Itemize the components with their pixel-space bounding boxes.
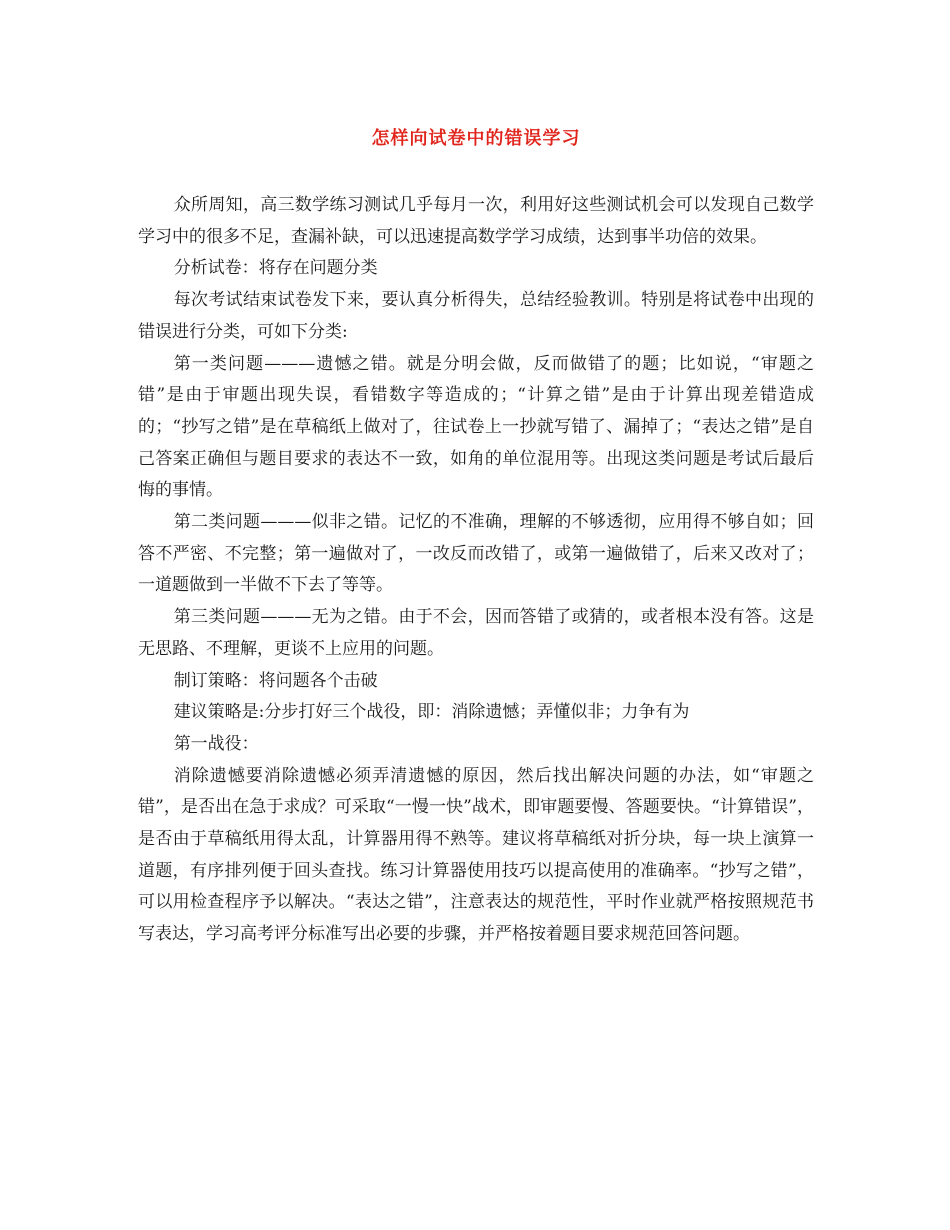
section-heading-battle-one: 第一战役： <box>173 733 259 754</box>
paragraph-strategy: 建议策略是:分步打好三个战役，即：消除遗憾；弄懂似非；力争有为 <box>173 702 690 723</box>
document-title: 怎样向试卷中的错误学习 <box>371 128 581 149</box>
paragraph-type-two: 第二类问题———似非之错。记忆的不准确，理解的不够透彻，应用得不够自如；回答不严密、不完整；第一遍做对了，一改反而改错了，或第一遍做错了，后来又改对了；一道题做到一半做不下去了等等。 <box>138 512 814 596</box>
document-body <box>138 190 814 951</box>
paragraph-analysis: 每次考试结束试卷发下来，要认真分析得失，总结经验教训。特别是将试卷中出现的错误进行分类，可如下分类: <box>138 290 814 342</box>
paragraph-intro: 众所周知，高三数学练习测试几乎每月一次，利用好这些测试机会可以发现自己数学学习中的很多不足，查漏补缺，可以迅速提高数学学习成绩，达到事半功倍的效果。 <box>138 195 814 247</box>
paragraph-type-three: 第三类问题———无为之错。由于不会，因而答错了或猜的，或者根本没有答。这是无思路、不理解，更谈不上应用的问题。 <box>138 607 814 659</box>
document-page <box>138 0 814 1230</box>
paragraph-type-one: 第一类问题———遗憾之错。就是分明会做，反而做错了的题；比如说，“审题之错”是由于审题出现失误，看错数字等造成的；“计算之错”是由于计算出现差错造成的；“抄写之错”是在草稿纸上做对了，往试卷上一抄就写错了、漏掉了；“表达之错”是自己答案正确但与题目要求的表达不一致，如角的单位混用等。出现这类问题是考试后最后悔的事情。 <box>138 353 814 501</box>
section-heading-strategy: 制订策略：将问题各个击破 <box>173 670 378 691</box>
section-heading-analysis: 分析试卷：将存在问题分类 <box>173 258 378 279</box>
paragraph-battle-one: 消除遗憾要消除遗憾必须弄清遗憾的原因，然后找出解决问题的办法，如“审题之错”，是否出在急于求成？可采取“一慢一快”战术，即审题要慢、答题要快。“计算错误”，是否由于草稿纸用得太乱，计算器用得不熟等。建议将草稿纸对折分块，每一块上演算一道题，有序排列便于回头查找。练习计算器使用技巧以提高使用的准确率。“抄写之错”，可以用检查程序予以解决。“表达之错”，注意表达的规范性，平时作业就严格按照规范书写表达，学习高考评分标准写出必要的步骤，并严格按着题目要求规范回答问题。 <box>138 765 814 945</box>
